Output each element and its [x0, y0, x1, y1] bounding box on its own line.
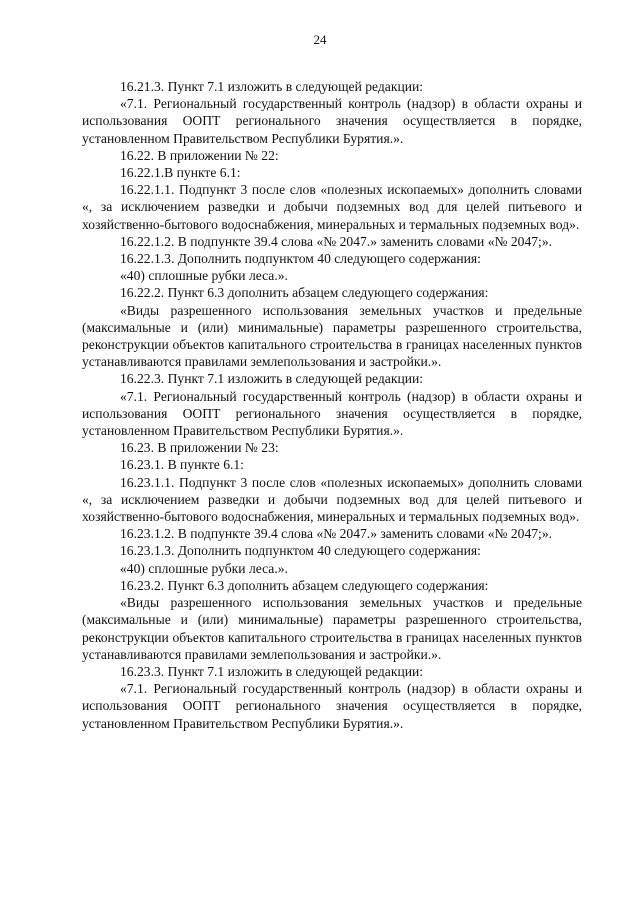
paragraph-16-22-1-2: 16.22.1.2. В подпункте 39.4 слова «№ 2047.» заменить словами «№ 2047;».	[120, 233, 553, 249]
paragraph-16-23-1-2: 16.23.1.2. В подпункте 39.4 слова «№ 2047.» заменить словами «№ 2047;».	[120, 526, 553, 542]
paragraph-16-22-1-3: 16.22.1.3. Дополнить подпунктом 40 следующего содержания:	[120, 251, 481, 267]
paragraph-quote-7-1: «7.1. Региональный государственный контроль (надзор) в области охраны и использования ООПТ регионального значения осуществляется в порядке, установленном Правительством Республики Бурятия.».	[82, 96, 582, 146]
paragraph-quote-land-use: «Виды разрешенного использования земельных участков и предельные (максимальные и (или) минимальные) параметры разрешенного строительства, реконструкции объектов капитального строительства в границах населенных пунктов устанавливаются правилами землепользования и застройки.».	[82, 595, 582, 662]
paragraph-quote-40: «40) сплошные рубки леса.».	[120, 268, 288, 284]
paragraph-16-22-2: 16.22.2. Пункт 6.3 дополнить абзацем следующего содержания:	[120, 285, 489, 301]
paragraph-16-23: 16.23. В приложении № 23:	[120, 440, 279, 456]
paragraph-quote-40: «40) сплошные рубки леса.».	[120, 560, 288, 576]
paragraph-quote-7-1: «7.1. Региональный государственный контроль (надзор) в области охраны и использования ООПТ регионального значения осуществляется в порядке, установленном Правительством Республики Бурятия.».	[82, 681, 582, 731]
paragraph-16-21-3: 16.21.3. Пункт 7.1 изложить в следующей редакции:	[120, 79, 424, 94]
paragraph-16-23-1-1: 16.23.1.1. Подпункт 3 после слов «полезных ископаемых» дополнить словами «, за исключением разведки и добычи подземных вод для целей питьевого и хозяйственно-бытового водоснабжения, минеральных и термальных подземных вод».	[82, 474, 582, 525]
paragraph-16-22-1-1: 16.22.1.1. Подпункт 3 после слов «полезных ископаемых» дополнить словами «, за исключением разведки и добычи подземных вод для целей питьевого и хозяйственно-бытового водоснабжения, минеральных и термальных подземных вод».	[82, 182, 582, 232]
paragraph-quote-land-use: «Виды разрешенного использования земельных участков и предельные (максимальные и (или) минимальные) параметры разрешенного строительства, реконструкции объектов капитального строительства в границах населенных пунктов устанавливаются правилами землепользования и застройки.».	[82, 302, 582, 370]
paragraph-16-22-3: 16.22.3. Пункт 7.1 изложить в следующей редакции:	[120, 371, 424, 387]
paragraph-16-23-1: 16.23.1. В пункте 6.1:	[120, 457, 244, 473]
paragraph-16-23-3: 16.23.3. Пункт 7.1 изложить в следующей редакции:	[120, 663, 424, 679]
paragraph-16-23-1-3: 16.23.1.3. Дополнить подпунктом 40 следующего содержания:	[120, 543, 481, 559]
page-number: 24	[313, 32, 327, 47]
paragraph-16-23-2: 16.23.2. Пункт 6.3 дополнить абзацем следующего содержания:	[120, 577, 489, 593]
paragraph-16-22-1: 16.22.1.В пункте 6.1:	[120, 165, 241, 181]
paragraph-16-22: 16.22. В приложении № 22:	[120, 147, 279, 163]
document-body	[82, 78, 582, 732]
paragraph-quote-7-1: «7.1. Региональный государственный контроль (надзор) в области охраны и использования ООПТ регионального значения осуществляется в порядке, установленном Правительством Республики Бурятия.».	[82, 388, 582, 439]
